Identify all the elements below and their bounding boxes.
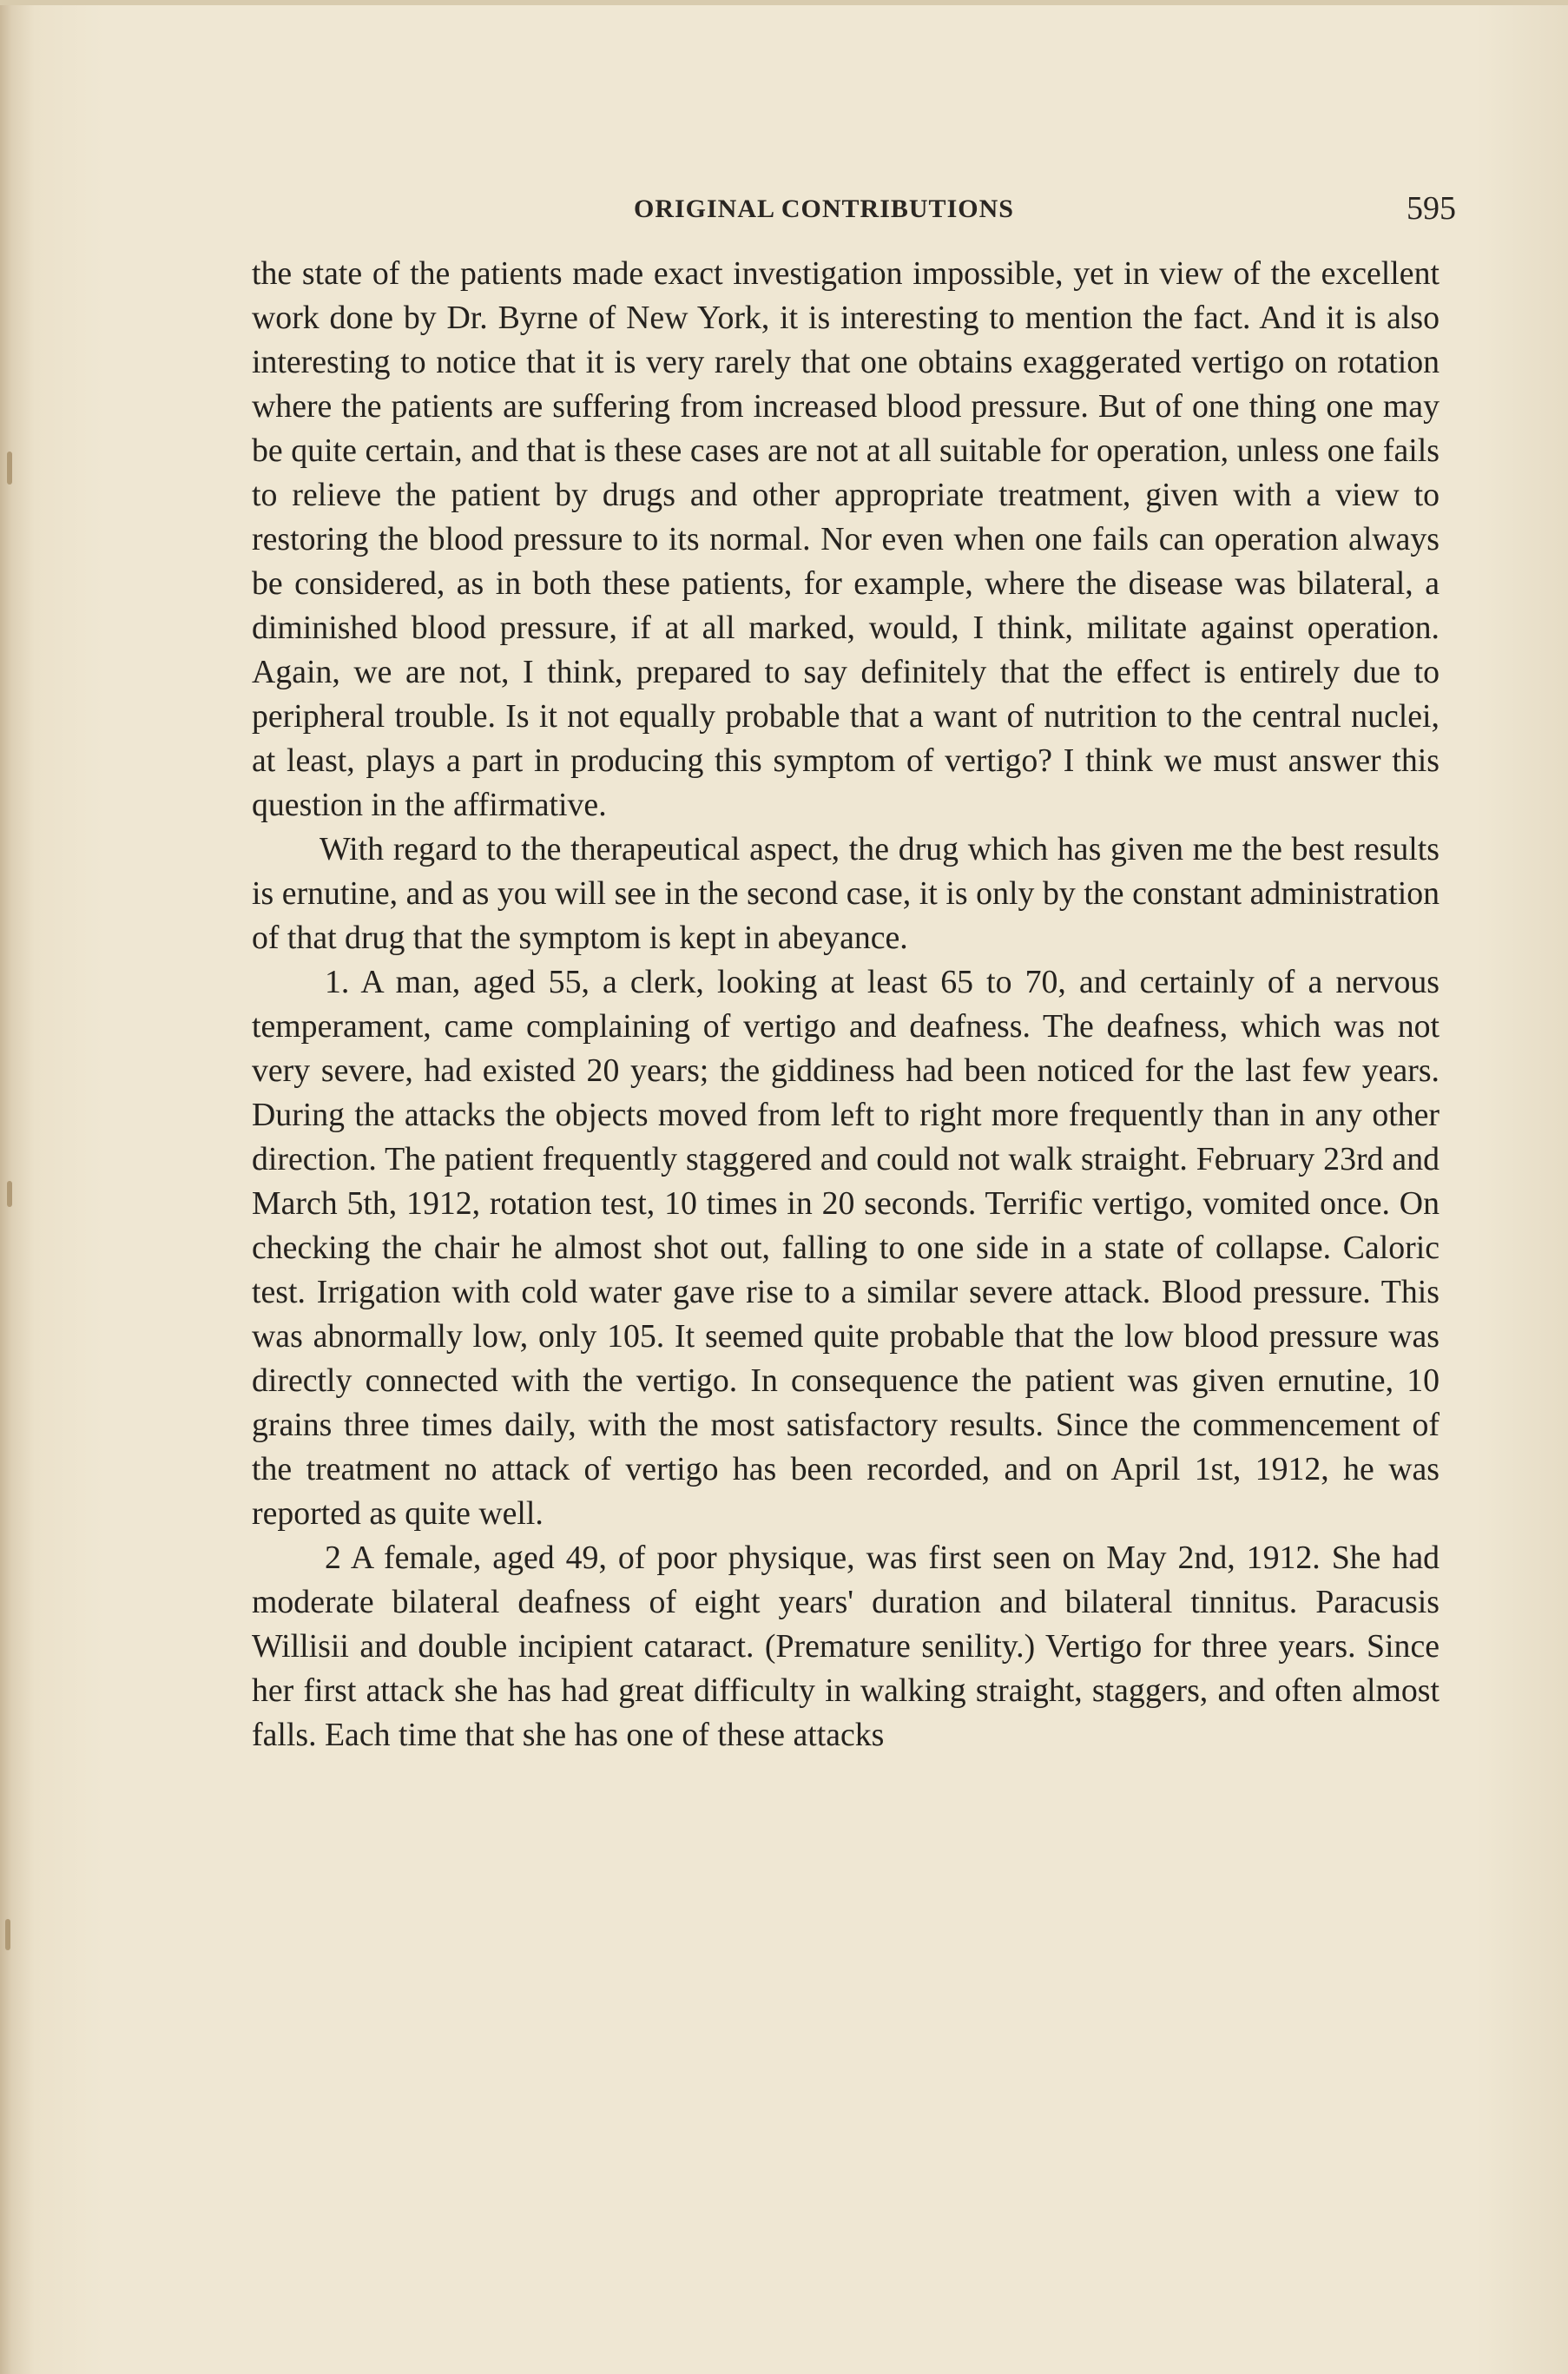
binding-edge-mark [7, 1181, 12, 1207]
binding-edge-mark [5, 1919, 10, 1950]
paragraph: With regard to the therapeutical aspect, the drug which has given me the best results is ernutine, and as you will see in the second case, it is only by the constant administration of that drug that the symptom is kept in abeyance. [252, 831, 1440, 956]
case-report-paragraph: 1. A man, aged 55, a clerk, looking at least 65 to 70, and certainly of a nervous temperament, came complaining of vertigo and deafness. The deafness, which was not very severe, had existed 20 years; the giddiness had been noticed for the last few years. During the attacks the objects moved from left to right more frequently than in any other direction. The patient frequently staggered and could not walk straight. February 23rd and March 5th, 1912, rotation test, 10 times in 20 seconds. Terrific vertigo, vomited once. On checking the chair he almost shot out, falling to one side in a state of collapse. Caloric test. Irrigation with cold water gave rise to a similar severe attack. Blood pressure. This was abnormally low, only 105. It seemed quite probable that the low blood pressure was directly connected with the vertigo. In consequence the patient was given ernutine, 10 grains three times daily, with the most satisfactory results. Since the commencement of the treatment no attack of vertigo has been recorded, and on April 1st, 1912, he was reported as quite well. [252, 964, 1440, 1532]
paragraph: the state of the patients made exact investigation impossible, yet in view of the excellent work done by Dr. Byrne of New York, it is interesting to mention the fact. And it is also interesting to notice that it is very rarely that one obtains exaggerated vertigo on rotation where the patients are suffering from increased blood pressure. But of one thing one may be quite certain, and that is these cases are not at all suitable for operation, unless one fails to relieve the patient by drugs and other appropriate treatment, given with a view to restoring the blood pressure to its normal. Nor even when one fails can operation always be considered, as in both these patients, for example, where the disease was bilateral, a diminished blood pressure, if at all marked, would, I think, militate against operation. Again, we are not, I think, prepared to say definitely that the effect is entirely due to peripheral trouble. Is it not equally probable that a want of nutrition to the central nuclei, at least, plays a part in producing this symptom of vertigo? I think we must answer this question in the affirmative. [252, 255, 1440, 823]
page-number: 595 [1407, 190, 1456, 227]
binding-edge-mark [7, 452, 12, 485]
running-head [0, 189, 1568, 233]
body-text [252, 252, 1440, 1757]
case-report-paragraph: 2 A female, aged 49, of poor physique, was first seen on May 2nd, 1912. She had moderate bilateral deafness of eight years' duration and bilateral tinnitus. Paracusis Willisii and double incipient cataract. (Premature senility.) Vertigo for three years. Since her first attack she has had great difficulty in walking straight, staggers, and often almost falls. Each time that she has one of these attacks [252, 1540, 1440, 1753]
running-title: ORIGINAL CONTRIBUTIONS [634, 195, 1014, 223]
